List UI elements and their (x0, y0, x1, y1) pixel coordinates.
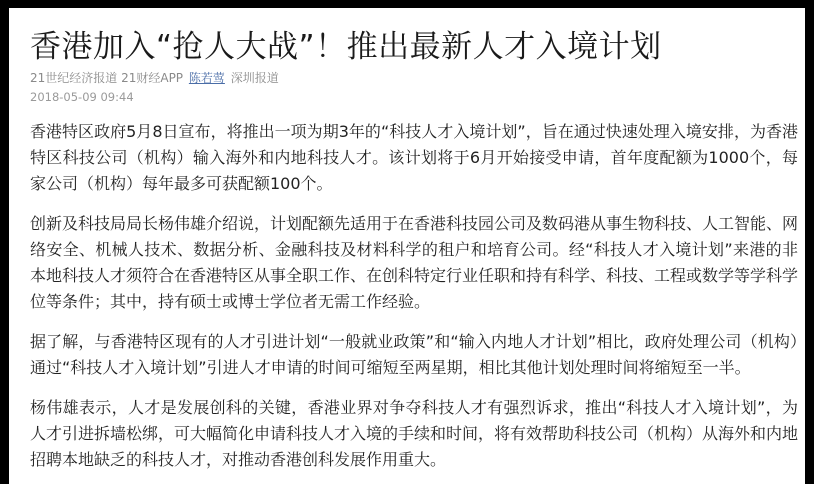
article-paragraph: 香港特区政府5月8日宣布，将推出一项为期3年的“科技人才入境计划”，旨在通过快速处理入境安排，为香港特区科技公司（机构）输入海外和内地科技人才。该计划将于6月开始接受申请，首年度配额为1000个，每家公司（机构）每年最多可获配额100个。 (30, 122, 798, 193)
article-paragraph: 创新及科技局局长杨伟雄介绍说，计划配额先适用于在香港科技园公司及数码港从事生物科技、人工智能、网络安全、机械人技术、数据分析、金融科技及材料科学的租户和培育公司。经“科技人才入境计划”来港的非本地科技人才须符合在香港特区从事全职工作、在创科特定行业任职和持有科学、科技、工程或数学等学科学位等条件；其中，持有硕士或博士学位者无需工作经验。 (30, 214, 799, 311)
article-meta (30, 70, 805, 86)
article-title: 香港加入“抢人大战”！推出最新人才入境计划 (30, 29, 662, 65)
author-link[interactable]: 陈若莺 (188, 71, 225, 85)
article-source: 21世纪经济报道 21财经APP (30, 71, 184, 85)
article-paragraph: 杨伟雄表示，人才是发展创科的关键，香港业界对争夺科技人才有强烈诉求，推出“科技人才入境计划”，为人才引进拆墙松绑，可大幅简化申请科技人才入境的手续和时间，将有效帮助科技公司（机构）从海外和内地招聘本地缺乏的科技人才，对推动香港创科发展作用重大。 (30, 398, 799, 469)
article-frame (9, 8, 805, 484)
publish-date: 2018-05-09 09:44 (30, 90, 134, 104)
article-body (30, 119, 798, 473)
article-location: 深圳报道 (230, 71, 279, 85)
article-paragraph: 据了解，与香港特区现有的人才引进计划“一般就业政策”和“输入内地人才计划”相比，政府处理公司（机构）通过“科技人才入境计划”引进人才申请的时间可缩短至两星期，相比其他计划处理时间将缩短至一半。 (30, 332, 798, 377)
